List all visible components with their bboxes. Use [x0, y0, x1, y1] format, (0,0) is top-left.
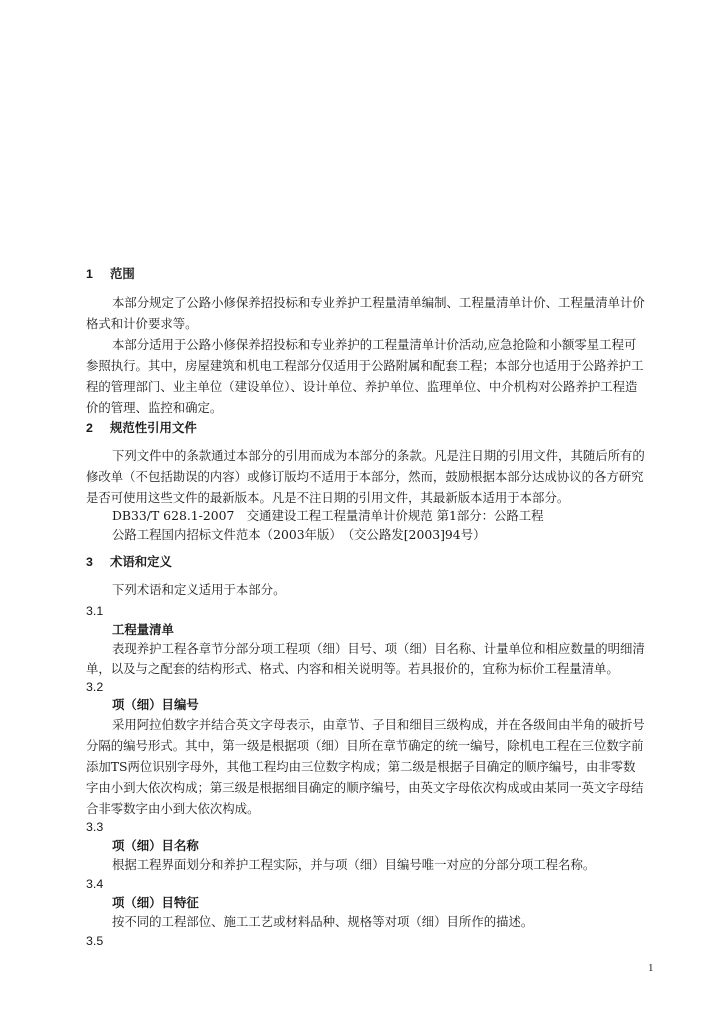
- term-number: 3.4: [86, 877, 104, 891]
- section-3-heading: [86, 554, 172, 570]
- section-number: 2: [86, 421, 93, 435]
- paragraph-line: 下列术语和定义适用于本部分。: [112, 582, 286, 597]
- paragraph-line: 下列文件中的条款通过本部分的引用而成为本部分的条款。凡是注日期的引用文件，其随后所有的: [112, 448, 645, 463]
- section-title: 范围: [110, 266, 135, 281]
- page-number: 1: [648, 962, 654, 974]
- paragraph-line: 修改单（不包括勘误的内容）或修订版均不适用于本部分，然而，鼓励根据本部分达成协议的各方研究: [86, 469, 644, 484]
- section-title: 术语和定义: [110, 554, 172, 569]
- term-name: 工程量清单: [112, 622, 174, 637]
- term-definition-line: 采用阿拉伯数字并结合英文字母表示，由章节、子目和细目三级构成，并在各级间由半角的破折号: [112, 717, 645, 732]
- section-title: 规范性引用文件: [110, 420, 197, 435]
- term-number: 3.5: [86, 934, 104, 948]
- section-1-heading: [86, 266, 135, 282]
- term-name: 项（细）目特征: [112, 895, 199, 910]
- section-number: 1: [86, 267, 93, 281]
- term-name: 项（细）目编号: [112, 697, 199, 712]
- term-definition-line: 表现养护工程各章节分部分项工程项（细）目号、项（细）目名称、计量单位和相应数量的明细清: [112, 641, 645, 656]
- reference-item: 公路工程国内招标文件范本（2003年版） （交公路发[2003]94号）: [112, 527, 486, 542]
- term-definition-line: 字由小到大依次构成；第三级是根据细目确定的顺序编号，由英文字母依次构成或由某同一英文字母结: [86, 780, 644, 795]
- reference-item: DB33/T 628.1-2007 交通建设工程工程量清单计价规范 第1部分：公路工程: [112, 508, 544, 523]
- term-definition-line: 根据工程界面划分和养护工程实际，并与项（细）目编号唯一对应的分部分项工程名称。: [112, 857, 596, 872]
- paragraph-line: 价的管理、监控和确定。: [86, 400, 223, 415]
- section-number: 3: [86, 555, 93, 569]
- paragraph-line: 本部分规定了公路小修保养招投标和专业养护工程量清单编制、工程量清单计价、工程量清单计价: [112, 295, 645, 310]
- term-definition-line: 分隔的编号形式。其中，第一级是根据项（细）目所在章节确定的统一编号，除机电工程在三位数字前: [86, 738, 644, 753]
- paragraph-line: 程的管理部门、业主单位（建设单位）、设计单位、养护单位、监理单位、中介机构对公路养护工程造: [86, 379, 638, 394]
- term-definition-line: 合非零数字由小到大依次构成。: [86, 801, 260, 816]
- term-definition-line: 单，以及与之配套的结构形式、格式、内容和相关说明等。若具报价的，宜称为标价工程量清单。: [86, 661, 619, 676]
- term-number: 3.2: [86, 680, 104, 694]
- paragraph-line: 格式和计价要求等。: [86, 316, 198, 331]
- term-number: 3.1: [86, 604, 104, 618]
- term-name: 项（细）目名称: [112, 838, 199, 853]
- term-definition-line: 添加TS两位识别字母外，其他工程均由三位数字构成；第二级是根据子目确定的顺序编号，由非零数: [86, 759, 636, 774]
- paragraph-line: 是否可使用这些文件的最新版本。凡是不注日期的引用文件，其最新版本适用于本部分。: [86, 490, 570, 505]
- term-number: 3.3: [86, 820, 104, 834]
- section-2-heading: [86, 420, 197, 436]
- paragraph-line: 本部分适用于公路小修保养招投标和专业养护的工程量清单计价活动,应急抢险和小额零星工程可: [112, 337, 637, 352]
- term-definition-line: 按不同的工程部位、施工工艺或材料品种、规格等对项（细）目所作的描述。: [112, 914, 534, 929]
- paragraph-line: 参照执行。其中，房屋建筑和机电工程部分仅适用于公路附属和配套工程；本部分也适用于公路养护工: [86, 358, 644, 373]
